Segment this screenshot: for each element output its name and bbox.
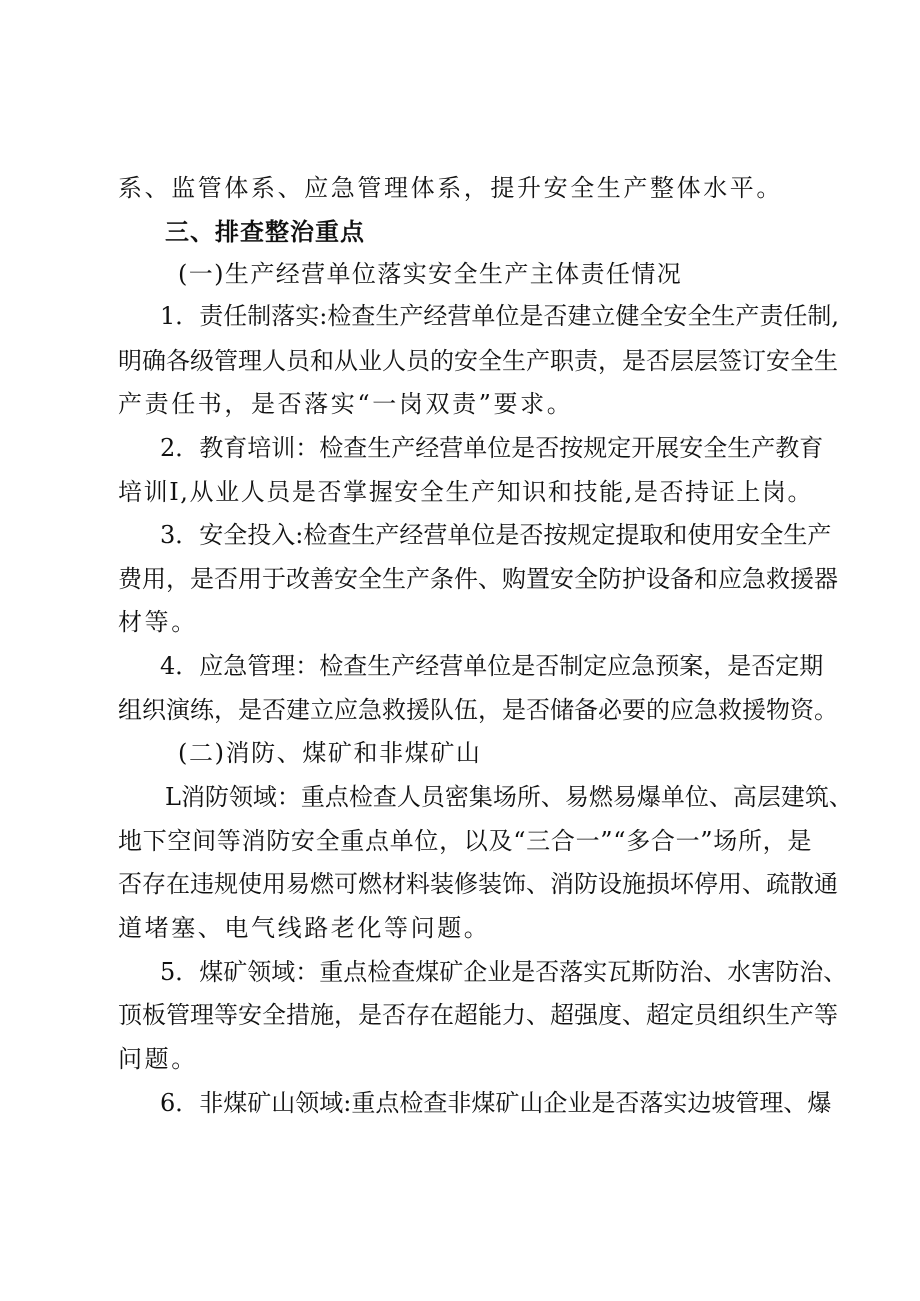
subsection-heading: (一)生产经营单位落实安全生产主体责任情况	[178, 260, 683, 288]
text-line: 4．应急管理：检查生产经营单位是否制定应急预案，是否定期	[160, 652, 824, 680]
text-line: 1．责任制落实:检查生产经营单位是否建立健全安全生产责任制,	[160, 302, 839, 330]
text-line: 产责任书，是否落实“一岗双责”要求。	[118, 390, 574, 418]
text-line: 明确各级管理人员和从业人员的安全生产职责，是否层层签订安全生	[118, 347, 838, 375]
text-line: 问题。	[118, 1045, 198, 1073]
text-line: 6．非煤矿山领域:重点检查非煤矿山企业是否落实边坡管理、爆	[160, 1089, 832, 1117]
text-line: 组织演练，是否建立应急救援队伍，是否储备必要的应急救援物资。	[118, 696, 838, 724]
text-line: 系、监管体系、应急管理体系，提升安全生产整体水平。	[118, 174, 783, 202]
text-line: 顶板管理等安全措施，是否存在超能力、超强度、超定员组织生产等	[118, 1001, 838, 1029]
text-line: 材等。	[118, 608, 198, 636]
section-heading: 三、排查整治重点	[165, 218, 365, 246]
text-line: 费用，是否用于改善安全生产条件、购置安全防护设备和应急救援器	[118, 565, 838, 593]
text-line: 否存在违规使用易燃可燃材料装修装饰、消防设施损坏停用、疏散通	[118, 870, 838, 898]
text-line: 道堵塞、电气线路老化等问题。	[118, 914, 491, 942]
text-line: L消防领域：重点检查人员密集场所、易燃易爆单位、高层建筑、	[165, 783, 853, 811]
text-line: 地下空间等消防安全重点单位，以及“三合一”“多合一”场所，是	[118, 827, 813, 855]
text-line: 5．煤矿领域：重点检查煤矿企业是否落实瓦斯防治、水害防治、	[160, 958, 848, 986]
text-line: 培训I,从业人员是否掌握安全生产知识和技能,是否持证上岗。	[118, 478, 814, 506]
subsection-heading: (二)消防、煤矿和非煤矿山	[178, 739, 482, 767]
text-line: 2．教育培训：检查生产经营单位是否按规定开展安全生产教育	[160, 434, 824, 462]
text-line: 3．安全投入:检查生产经营单位是否按规定提取和使用安全生产	[160, 521, 832, 549]
